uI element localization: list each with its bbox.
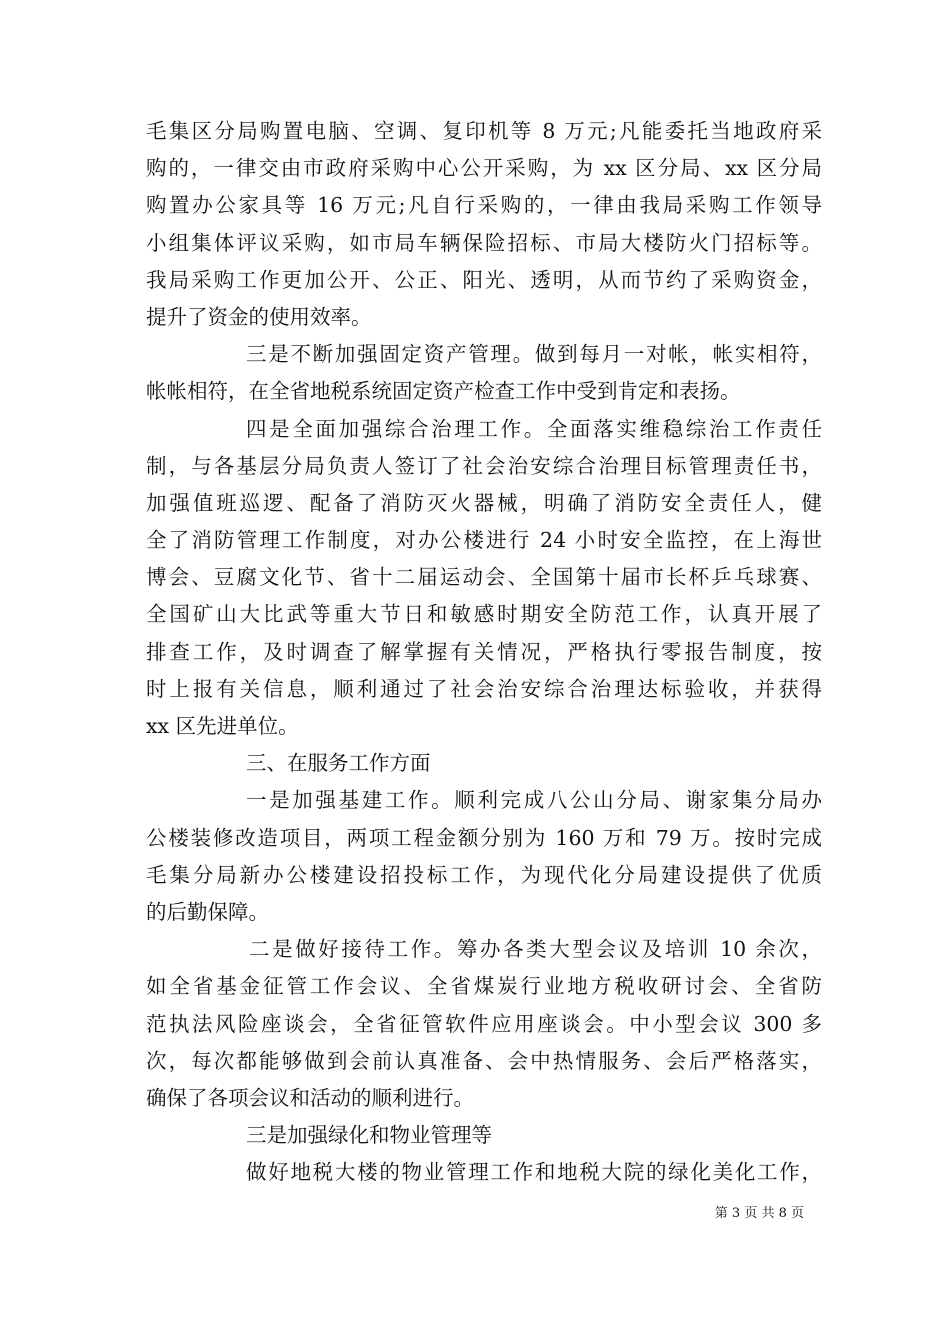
paragraph-start-line: 做好地税大楼的物业管理工作和地税大院的绿化美化工作， [246,1160,822,1185]
body-line: 我局采购工作更加公开、公正、阳光、透明，从而节约了采购资金， [146,267,822,292]
body-line: 确保了各项会议和活动的顺利进行。 [146,1085,474,1110]
body-line: 次，每次都能够做到会前认真准备、会中热情服务、会后严格落实， [146,1048,822,1073]
body-line: 小组集体评议采购，如市局车辆保险招标、市局大楼防火门招标等。 [146,230,822,255]
body-line: 制，与各基层分局负责人签订了社会治安综合治理目标管理责任书， [146,453,822,478]
body-line: 毛集分局新办公楼建设招投标工作，为现代化分局建设提供了优质 [146,862,822,887]
body-line: 如全省基金征管工作会议、全省煤炭行业地方税收研讨会、全省防 [146,974,822,999]
document-body [146,113,822,1191]
body-line: 范执法风险座谈会，全省征管软件应用座谈会。中小型会议 300 多 [146,1011,822,1036]
body-line: 购置办公家具等 16 万元;凡自行采购的，一律由我局采购工作领导 [146,193,822,218]
body-line: 购的，一律交由市政府采购中心公开采购，为 xx 区分局、xx 区分局 [146,156,822,181]
body-line: 公楼装修改造项目，两项工程金额分别为 160 万和 79 万。按时完成 [146,825,822,850]
body-line: 博会、豆腐文化节、省十二届运动会、全国第十届市长杯乒乓球赛、 [146,565,822,590]
body-line: 毛集区分局购置电脑、空调、复印机等 8 万元;凡能委托当地政府采 [146,119,822,143]
body-line: 提升了资金的使用效率。 [146,304,372,329]
body-line: 帐帐相符，在全省地税系统固定资产检查工作中受到肯定和表扬。 [146,379,741,404]
paragraph-start-line: 二是做好接待工作。筹办各类大型会议及培训 10 余次， [249,937,822,962]
body-line: 的后勤保障。 [146,899,269,924]
body-line: xx 区先进单位。 [146,714,299,738]
body-line: 全国矿山大比武等重大节日和敏感时期安全防范工作，认真开展了 [146,602,822,627]
paragraph-start-line: 四是全面加强综合治理工作。全面落实维稳综治工作责任 [246,416,822,441]
paragraph-start-line: 一是加强基建工作。顺利完成八公山分局、谢家集分局办 [246,788,822,813]
body-line: 时上报有关信息，顺利通过了社会治安综合治理达标验收，并获得 [146,676,822,701]
body-line: 全了消防管理工作制度，对办公楼进行 24 小时安全监控，在上海世 [146,528,822,553]
page-number-footer: 第 3 页 共 8 页 [714,1206,804,1221]
subsection-heading: 三是加强绿化和物业管理等 [246,1123,492,1148]
section-heading: 三、在服务工作方面 [246,751,431,776]
paragraph-start-line: 三是不断加强固定资产管理。做到每月一对帐，帐实相符， [246,342,822,367]
body-line: 排查工作，及时调查了解掌握有关情况，严格执行零报告制度，按 [146,639,822,664]
body-line: 加强值班巡逻、配备了消防灭火器械，明确了消防安全责任人，健 [146,490,822,515]
